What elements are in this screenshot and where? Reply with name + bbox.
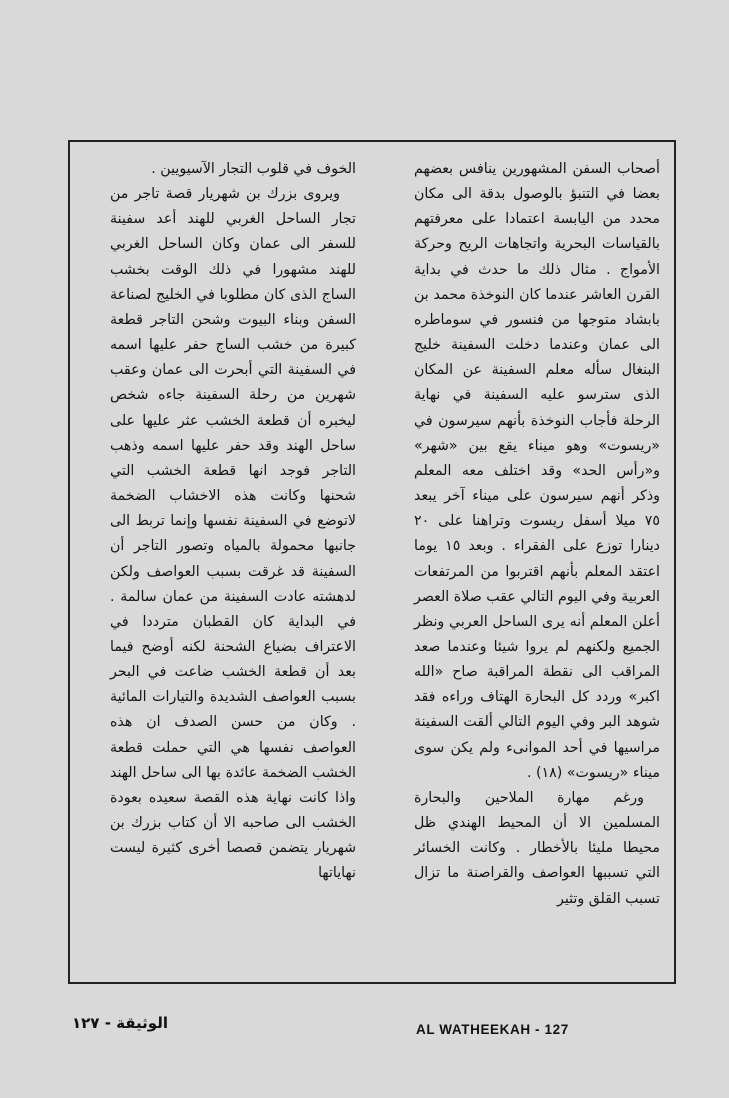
paragraph: أصحاب السفن المشهورين ينافس بعضهم بعضا في التنبؤ بالوصول بدقة الى مكان محدد من اليابسة اعتمادا على معرفتهم بالقياسات البحرية واتجاهات الريح وحركة الأمواج . مثال ذلك ما حدث في بداية القرن العاشر عندما كان النوخذة محمد بن بابشاد متوجها من فنسور في سوماطره الى عمان وعندما دخلت السفينة خليج البنغال سأله معلم السفينة عن المكان الذى سترسو عليه السفينة في نهاية الرحلة فأجاب النوخذة بأنهم سيرسون في «ريسوت» وهو ميناء يقع بين «شهر» و«رأس الحد» وقد اختلف معه المعلم وذكر أنهم سيرسون على ميناء آخر يبعد ٧٥ ميلا أسفل ريسوت وتراهنا على ٢٠ دينارا توزع على الفقراء . وبعد ١٥ يوما اعتقد المعلم بأنهم اقتربوا من المرتفعات العربية وفي اليوم التالي عقب صلاة العصر أعلن المعلم أنه يرى الساحل العربي ونظر الجميع ولكنهم لم يروا شيئا وعندما صعد المراقب الى نقطة المراقبة صاح «الله اكبر» وردد كل البحارة الهتاف وراءه فقد شوهد البر وفي اليوم التالي ألقت السفينة مراسيها في أحد الموانىء ولم يكن سوى ميناء «ريسوت» (١٨) .: [414, 161, 660, 781]
footer-page-number-arabic: الوثيقة - ١٢٧: [72, 1014, 168, 1032]
article-column-right: [414, 157, 660, 912]
footer-page-number-english: AL WATHEEKAH - 127: [416, 1022, 569, 1037]
paragraph: الخوف في قلوب التجار الآسيويين .: [151, 161, 356, 177]
paragraph: ورغم مهارة الملاحين والبحارة المسلمين الا أن المحيط الهندي ظل محيطا مليئا بالأخطار . وكانت الخسائر التي تسببها العواصف والقراصنة ما تزال تسبب القلق وتثير: [414, 789, 660, 907]
paragraph: ويروى بزرك بن شهريار قصة تاجر من تجار الساحل الغربي للهند أعد سفينة للسفر الى عمان وكان الساحل الغربي للهند مشهورا في ذلك الوقت بخشب الساج الذى كان مطلوبا في الخليج لصناعة السفن وبناء البيوت وشحن التاجر قطعة كبيرة من خشب الساج حفر عليها اسمه في السفينة التي أبحرت الى عمان وعقب شهرين من رحلة السفينة جاءه شخص ليخبره أن قطعة الخشب عثر عليها على ساحل الهند وقد حفر عليها اسمه وذهب التاجر فوجد انها قطعة الخشب التي شحنها وكانت هذه الاخشاب الضخمة لاتوضع في السفينة نفسها وإنما تربط الى جانبها محمولة بالمياه وتصور التاجر أن السفينة قد غرقت بسبب العواصف ولكن لدهشته عادت السفينة من عمان سالمة . في البداية كان القطبان مترددا في الاعتراف بضياع الشحنة لكنه أوضح فيما بعد أن قطعة الخشب ضاعت في البحر بسبب العواصف الشديدة والتيارات المائية . وكان من حسن الصدف ان هذه العواصف نفسها هي التي حملت قطعة الخشب الضخمة عائدة بها الى ساحل الهند واذا كانت نهاية هذه القصة سعيده بعودة الخشب الى صاحبه الا أن كتاب بزرك بن شهريار يتضمن قصصا أخرى كثيرة ليست نهاياتها: [110, 186, 356, 882]
article-column-left: [110, 157, 356, 887]
